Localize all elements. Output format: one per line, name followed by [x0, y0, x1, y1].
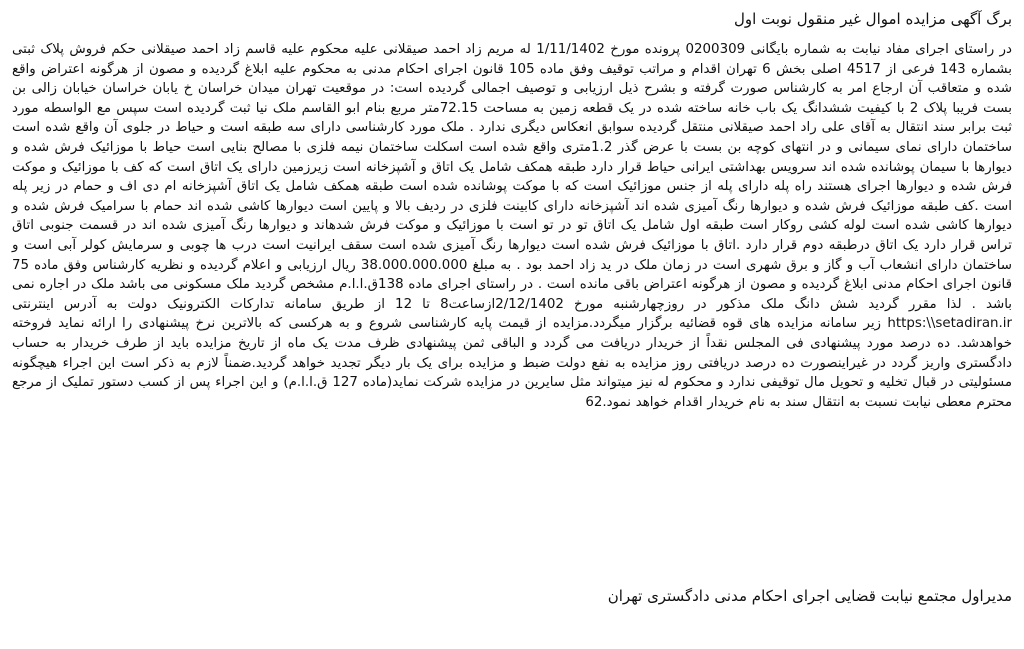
notice-body: در راستای اجرای مفاد نیابت به شماره بایگانی 0200309 پرونده مورخ 1/11/1402 له مریم زاد احمد صیقلانی علیه محکوم علیه قاسم زاد احمد صیقلانی حکم فروش پلاک ثبتی بشماره 143 فرعی از 4517 اصلی بخش 6 تهران اقدام و مراتب توقیف وفق ماده 105 قانون اجرای احکام مدنی به محکوم علیه ابلاغ گردیده و مصون از هرگونه اعتراض واقع شده و متعاقب آن ارجاع امر به کارشناس صورت گرفته و بشرح ذیل ارزیابی و توصیف اجمالی گردیده است: در موقعیت تهران میدان خراسان خ یابان خراسان خیابان زالی بن بست فریبا پلاک 2 با کیفیت ششدانگ یک باب خانه ساخته شده در یک قطعه زمین به مساحت 72.15متر مربع بنام ابو القاسم ملک نیا ثبت گردیده است سپس مع الواسطه مورد ثبت برابر سند انتقال به آقای علی راد احمد صیقلانی منتقل گردیده سوابق انعکاس دیگری ندارد . ملک مورد کارشناسی دارای سه طبقه است و حیاط در جلوی آن واقع شده است ساختمان دارای نمای سیمانی و در انتهای کوچه بن بست با عرض گذر 1.2متری واقع شده است اسکلت ساختمان نیمه فلزی با مصالح بنایی است حیاط با موزائیک فرش شده و دیوارها با سیمان پوشانده شده اند سرویس بهداشتی ایرانی حیاط قرار دارد طبقه همکف شامل یک اتاق و آشپزخانه است زیرزمین دارای یک اتاق است که کف با موزائیک و موکت فرش شده و دیوارها اجرای هستند راه پله دارای پله از جنس موزائیک است که با موکت پوشانده شده است طبقه همکف شامل یک اتاق آشپزخانه ام دی اف و حمام در زیر پله است .کف طبقه موزائیک فرش شده و دیوارها رنگ آمیزی شده اند آشپزخانه دارای کابینت فلزی در ردیف بالا و پایین است دیوارها کاشی شده اند حمام با سرامیک فرش شده و دیوارها کاشی شده است لوله کشی روکار است طبقه اول شامل یک اتاق تو در تو است با موزائیک و موکت فرش شدهاند و دیوارها رنگ آمیزی شده اند در قسمت جنوبی اتاق تراس قرار دارد یک اتاق درطبقه دوم قرار دارد .اتاق با موزائیک فرش شده است دیوارها رنگ آمیزی شده است سقف ایرانیت است درب ها چوبی و سرمایش کولر آبی است و ساختمان دارای انشعاب آب و گاز و برق شهری است در زمان ملک در ید زاد احمد بود . به مبلغ 38.000.000.000 ریال ارزیابی و اعلام گردیده و نظریه کارشناس وفق ماده 75 قانون اجرای احکام مدنی ابلاغ گردیده و مصون از هرگونه اعتراض باقی مانده است . در راستای اجرای ماده 138ق.ا.ا.م مشخص گردید ملک مسکونی می باشد ملک در اجاره نمی باشد . لذا مقرر گردید شش دانگ ملک مذکور در روزچهارشنبه مورخ 2/12/1402ازساعت8 تا 12 از طریق سامانه تدارکات الکترونیک دولت به آدرس اینترنتی https:\\setadiran.ir زیر سامانه مزایده های قوه قضائیه برگزار میگردد.مزایده از قیمت پایه کارشناسی شروع و به هرکسی که بالاترین نرخ پیشنهادی را ارائه نماید فروخته خواهدشد. ده درصد مورد پیشنهادی فی المجلس نقداً از خریدار دریافت می گردد و الباقی ثمن پیشنهادی ظرف مدت یک ماه از تاریخ مزایده باید از طرف خریدار به حساب دادگستری واریز گردد در غیراینصورت ده درصد دریافتی روز مزایده به نفع دولت ضبط و مزایده برای یک بار دیگر تجدید خواهد گردید.ضمناً لازم به ذکر است این اجراء هیچگونه مسئولیتی در قبال تخلیه و تحویل مال توقیفی ندارد و محکوم له نیز میتواند مثل سایرین در مزایده شرکت نماید(ماده 127 ق.ا.ا.م) و این اجراء پس از کسب دستور تملیک از مرجع محترم معطی نیابت نسبت به انتقال سند به نام خریدار اقدام خواهد نمود.62: [12, 42, 1013, 410]
notice-signature: مدیراول مجتمع نیابت قضایی اجرای احکام مدنی دادگستری تهران: [607, 587, 1012, 605]
notice-title: برگ آگهی مزایده اموال غیر منقول نوبت اول: [734, 10, 1012, 28]
